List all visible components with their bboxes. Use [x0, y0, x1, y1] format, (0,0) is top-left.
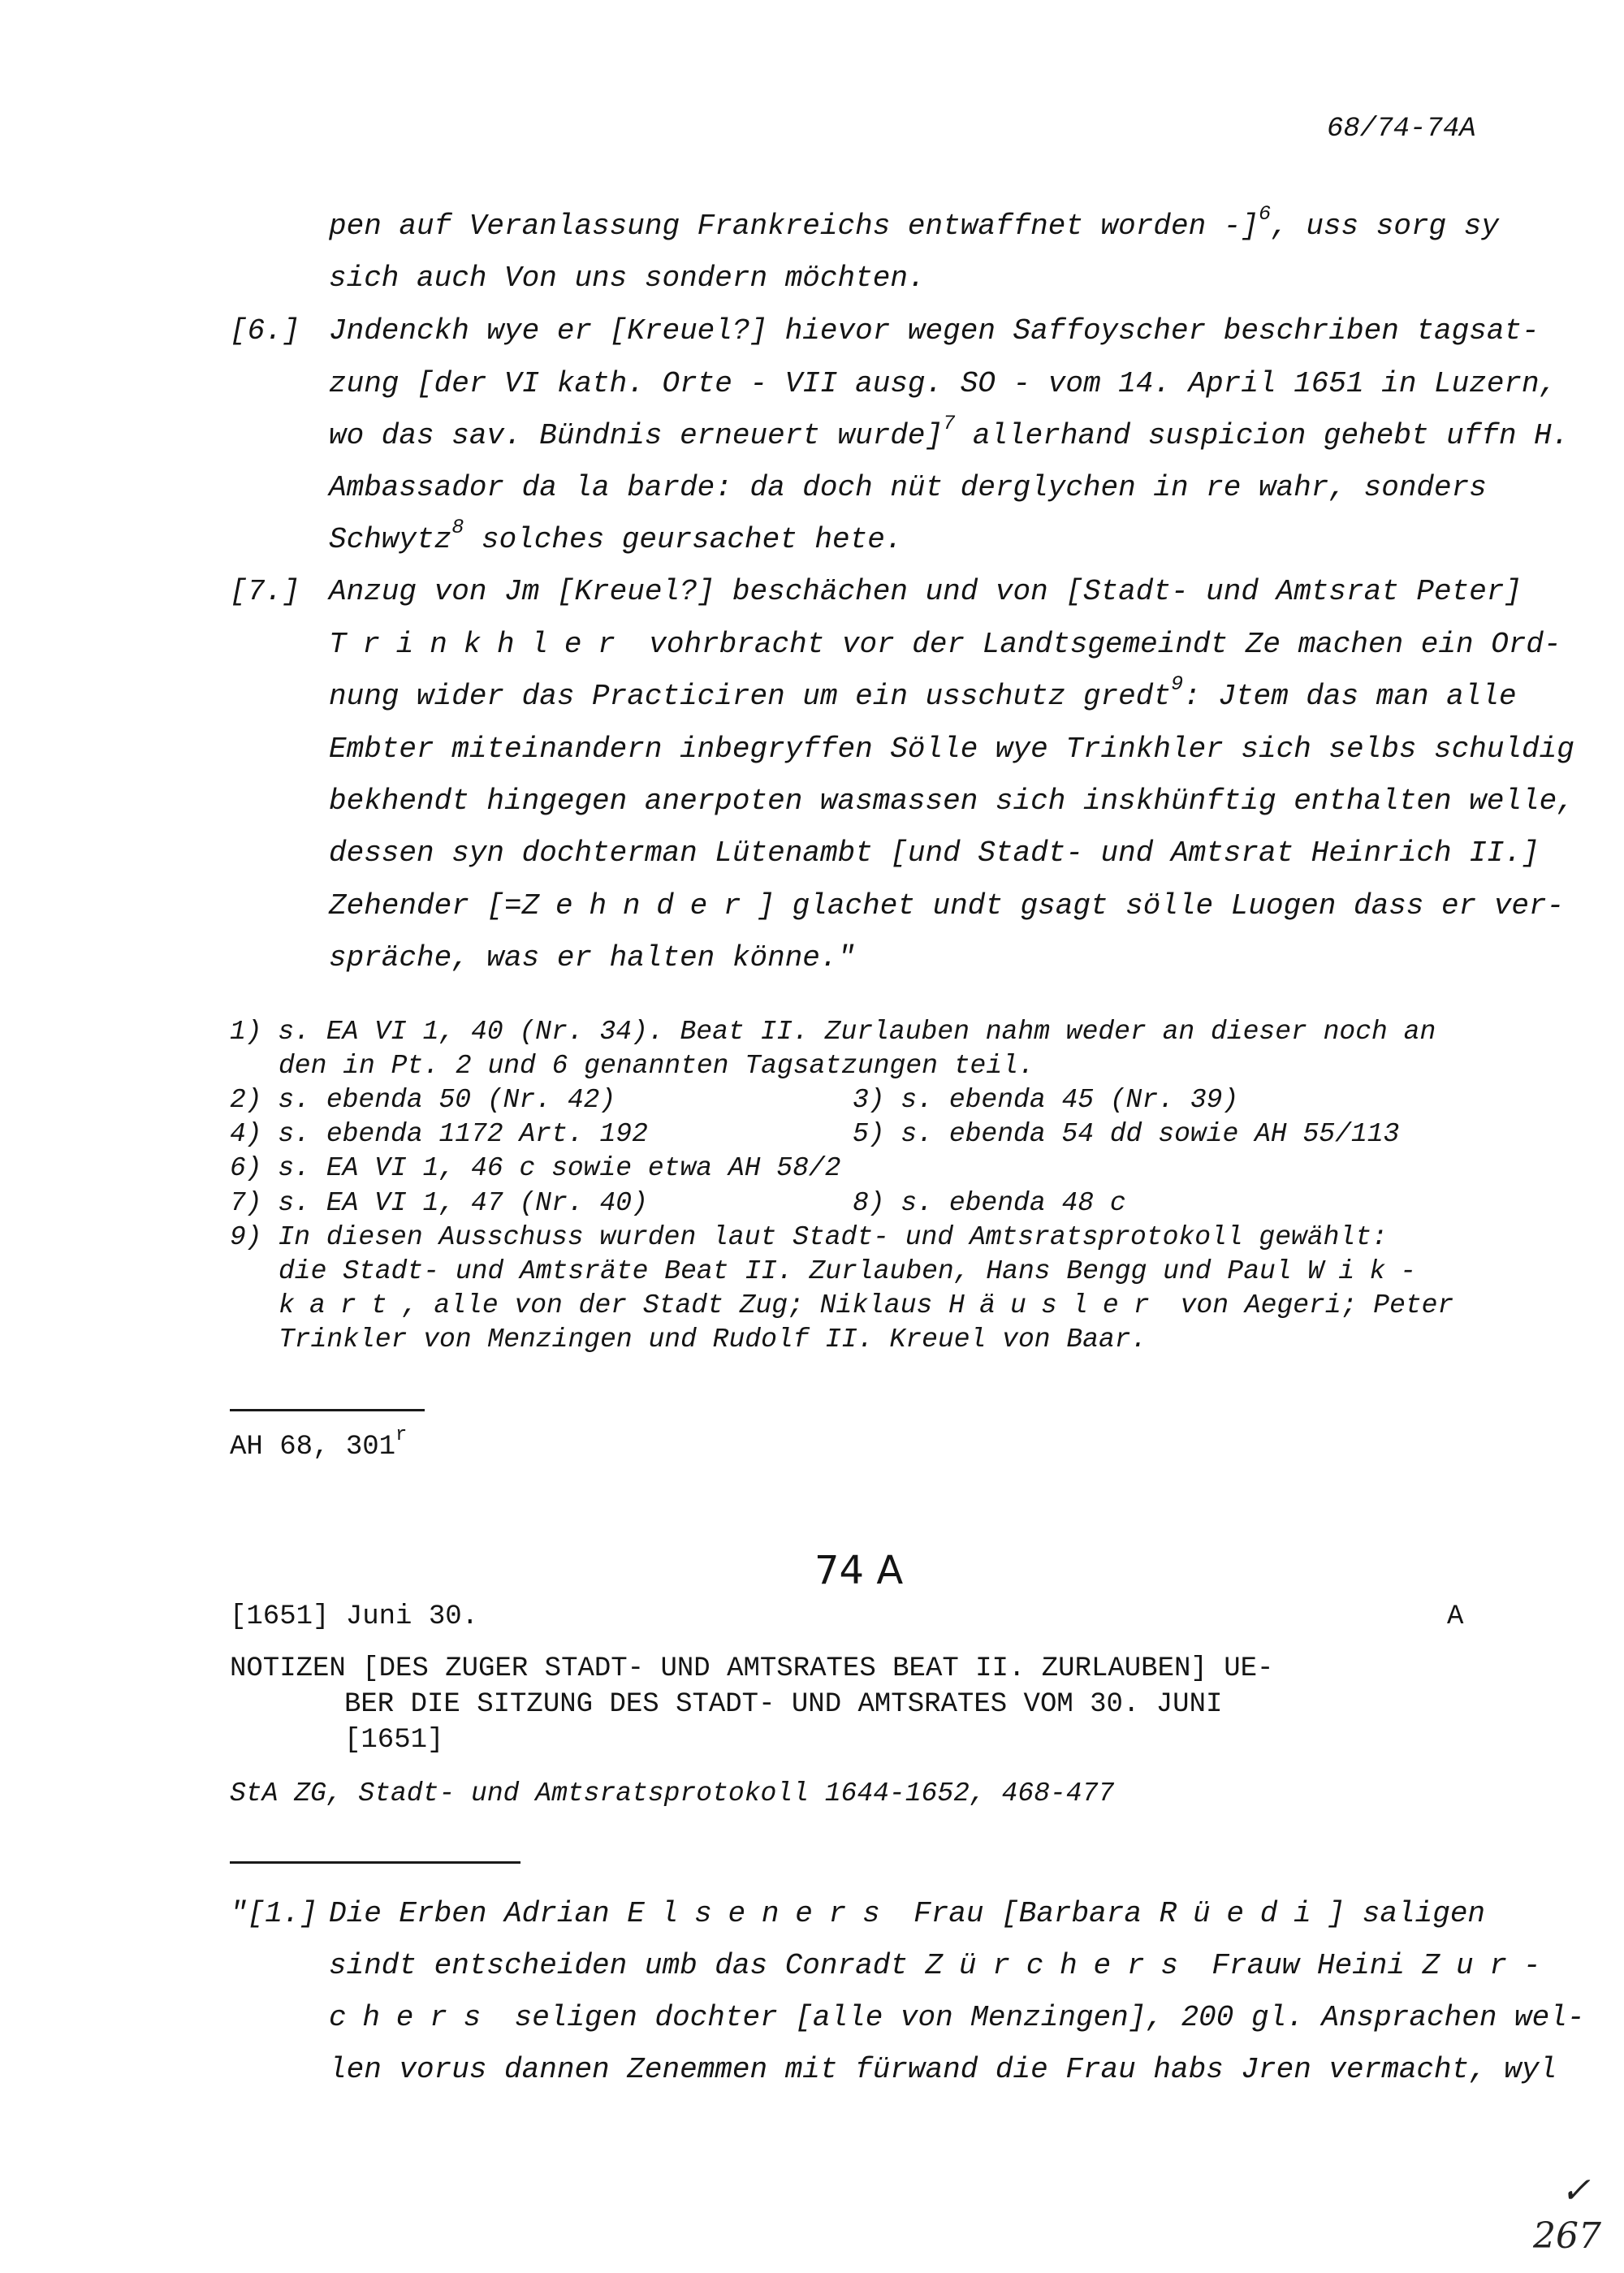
spaced-name: Zur- — [1422, 1949, 1557, 1982]
text-fragment: Die Erben Adrian — [329, 1897, 628, 1930]
text-fragment: wo das sav. Bündnis erneuert wurde] — [329, 419, 944, 452]
spaced-name: Zehnder — [521, 889, 758, 923]
footnote: 4) s. ebenda 1172 Art. 192 — [230, 1119, 648, 1149]
spaced-name: Wik- — [1307, 1256, 1432, 1286]
footnote: 9) In diesen Ausschuss wurden laut Stadt- und Amtsratsprotokoll gewählt: — [230, 1222, 1388, 1252]
footnote-ref: 8 — [451, 515, 464, 539]
footnote-ref: 6 — [1259, 201, 1272, 226]
document-number: 74 A — [814, 1548, 904, 1593]
text-line — [329, 515, 903, 556]
footnote: 7) s. EA VI 1, 47 (Nr. 40) — [230, 1188, 648, 1218]
spaced-name: kart — [279, 1290, 402, 1320]
footnote — [279, 1290, 1453, 1320]
text-line: dessen syn dochterman Lütenambt [und Stadt- und Amtsrat Heinrich II.] — [329, 836, 1540, 870]
text-line: Anzug von Jm [Kreuel?] beschächen und von [Stadt- und Amtsrat Peter] — [329, 575, 1522, 608]
separator-rule — [230, 1861, 520, 1864]
document-title: [1651] — [344, 1725, 444, 1756]
footnote — [279, 1256, 1431, 1286]
folio-side: r — [395, 1424, 408, 1446]
footnote: 2) s. ebenda 50 (Nr. 42) — [230, 1085, 616, 1115]
text-line: Embter miteinandern inbegryffen Sölle wye Trinkhler sich selbs schuldig — [329, 732, 1574, 766]
text-line — [329, 411, 1570, 452]
paragraph-number: [7.] — [230, 575, 300, 608]
text-fragment: die Stadt- und Amtsräte Beat II. Zurlauben, Hans Bengg und Paul — [279, 1256, 1308, 1286]
text-line: sich auch Von uns sondern möchten. — [329, 261, 926, 295]
text-fragment: solches geursachet hete. — [464, 523, 903, 556]
footnote: 6) s. EA VI 1, 46 c sowie etwa AH 58/2 — [230, 1153, 841, 1183]
text-line: Jndenckh wye er [Kreuel?] hievor wegen Saffoyscher beschriben tagsat- — [329, 314, 1540, 348]
text-fragment: Frauw Heini — [1194, 1949, 1423, 1982]
footnote-ref: 7 — [943, 411, 956, 435]
footnote: 8) s. ebenda 48 c — [853, 1188, 1126, 1218]
text-fragment: pen auf Veranlassung Frankreichs entwaffnet worden -] — [329, 210, 1259, 243]
text-line: spräche, was er halten könne." — [329, 941, 856, 974]
text-fragment: ] saligen — [1327, 1897, 1486, 1930]
text-line — [329, 201, 1499, 243]
spaced-name: Zürchers — [925, 1949, 1194, 1982]
document-title: NOTIZEN [DES ZUGER STADT- UND AMTSRATES BEAT II. ZURLAUBEN] UE- — [230, 1653, 1274, 1684]
footnote: 3) s. ebenda 45 (Nr. 39) — [853, 1085, 1239, 1115]
text-fragment: allerhand suspicion gehebt uffn H. — [955, 419, 1570, 452]
text-fragment: seligen dochter [alle von Menzingen], 200 gl. Ansprachen wel- — [497, 2001, 1585, 2034]
text-fragment: : Jtem das man alle — [1183, 680, 1517, 713]
footnote: Trinkler von Menzingen und Rudolf II. Kreuel von Baar. — [279, 1324, 1147, 1355]
handwritten-check-mark: ✓ — [1561, 2170, 1591, 2211]
text-line — [329, 628, 1561, 661]
document-title: BER DIE SITZUNG DES STADT- UND AMTSRATES VOM 30. JUNI — [344, 1689, 1223, 1720]
source-reference — [230, 1424, 408, 1463]
text-fragment: sindt entscheiden umb das Conradt — [329, 1949, 926, 1982]
text-fragment: Zehender [= — [329, 889, 522, 923]
text-line: bekhendt hingegen anerpoten wasmassen sich inskhünftig enthalten welle, — [329, 784, 1574, 818]
text-fragment: von Aegeri; Peter — [1164, 1290, 1454, 1320]
text-fragment: Frau [Barbara — [896, 1897, 1160, 1930]
text-fragment: Schwytz — [329, 523, 452, 556]
text-line — [329, 1949, 1557, 1982]
text-fragment: nung wider das Practiciren um ein usschutz gredt — [329, 680, 1171, 713]
text-line — [329, 1897, 1485, 1930]
text-line — [329, 889, 1564, 923]
text-line: len vorus dannen Zenemmen mit fürwand die Frau habs Jren vermacht, wyl — [329, 2053, 1557, 2086]
separator-rule — [230, 1409, 425, 1411]
text-fragment: , uss sorg sy — [1271, 210, 1499, 243]
text-line: Ambassador da la barde: da doch nüt derglychen in re wahr, sonders — [329, 471, 1487, 504]
spaced-name: chers — [329, 2001, 498, 2034]
text-line: zung [der VI kath. Orte - VII ausg. SO - vom 14. April 1651 in Luzern, — [329, 367, 1557, 400]
footnote-ref: 9 — [1170, 672, 1184, 696]
spaced-name: Häusler — [948, 1290, 1164, 1320]
footnote: 5) s. ebenda 54 dd sowie AH 55/113 — [853, 1119, 1400, 1149]
text-fragment: ] glachet undt gsagt sölle Luogen dass er ver- — [757, 889, 1565, 923]
document-letter: A — [1447, 1601, 1464, 1632]
paragraph-number: "[1.] — [230, 1897, 318, 1930]
document-date: [1651] Juni 30. — [230, 1601, 479, 1632]
text-fragment: vohrbracht vor der Landtsgemeindt Ze machen ein Ord- — [631, 628, 1561, 661]
text-fragment: AH 68, 301 — [230, 1432, 396, 1463]
archive-reference: StA ZG, Stadt- und Amtsratsprotokoll 1644-1652, 468-477 — [230, 1778, 1115, 1808]
footnote: den in Pt. 2 und 6 genannten Tagsatzungen teil. — [279, 1051, 1034, 1081]
text-line — [329, 2001, 1584, 2034]
text-fragment: , alle von der Stadt Zug; Niklaus — [401, 1290, 949, 1320]
footnote: 1) s. EA VI 1, 40 (Nr. 34). Beat II. Zurlauben nahm weder an dieser noch an — [230, 1017, 1436, 1047]
spaced-name: Elseners — [627, 1897, 896, 1930]
spaced-name: Trinkhler — [329, 628, 632, 661]
text-line — [329, 672, 1517, 713]
page-reference: 68/74-74A — [1327, 114, 1476, 145]
spaced-name: Rüedi — [1159, 1897, 1328, 1930]
paragraph-number: [6.] — [230, 314, 300, 348]
handwritten-page-number: 267 — [1533, 2215, 1601, 2257]
